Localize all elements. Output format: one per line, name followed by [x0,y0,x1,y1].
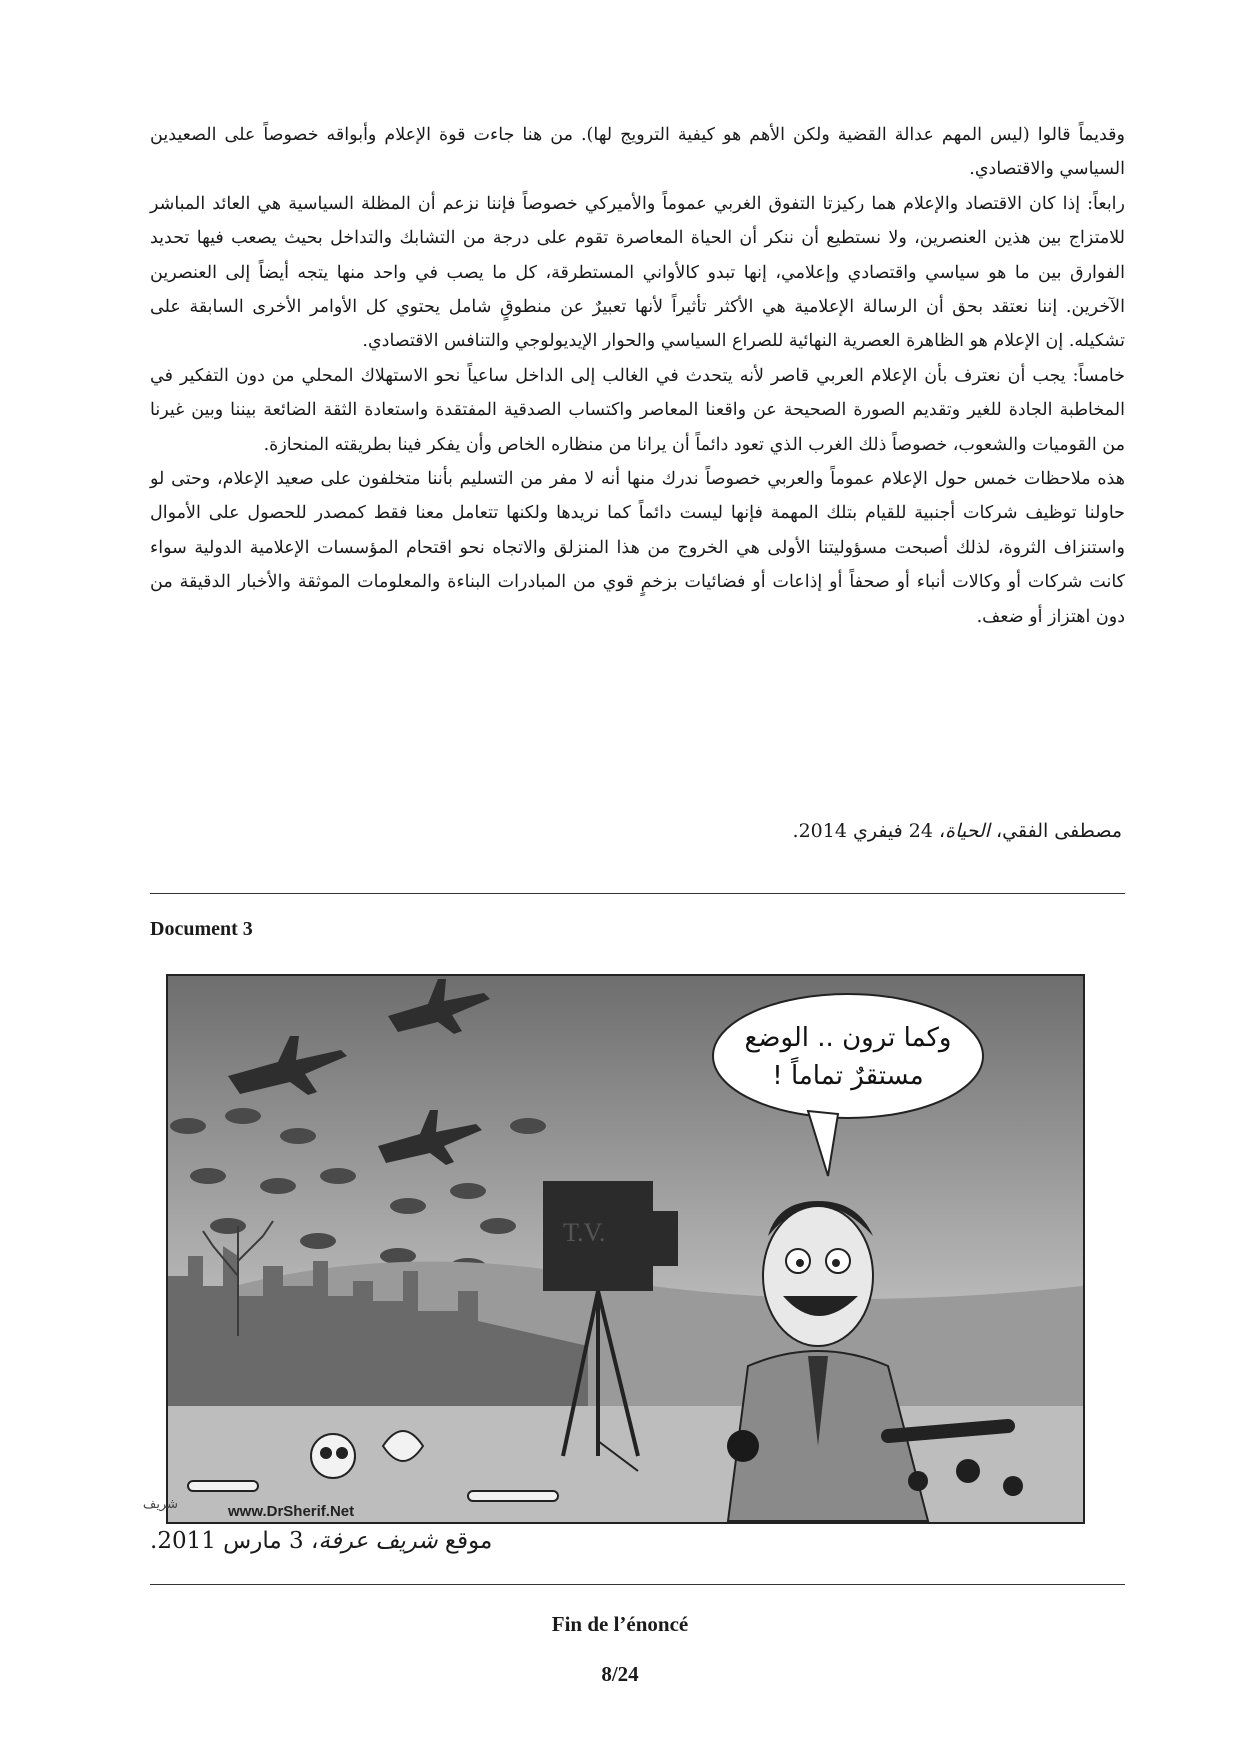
cartoon-caption [150,1528,492,1554]
document-label: Document 3 [150,918,253,940]
paragraph: رابعاً: إذا كان الاقتصاد والإعلام هما ركيزتا التفوق الغربي عموماً والأميركي خصوصاً فإننا نزعم أن المظلة السياسية هي العائد المباشر للامتزاج بين هذين العنصرين، ولا نستطيع أن ننكر أن الحياة المعاصرة تقوم على درجة من التشابك والتداخل بحيث يصعب فيها تحديد الفوارق بين ما هو سياسي واقتصادي وإعلامي، إنها تبدو كالأواني المستطرقة، كل ما يصب في واحد منها يتجه أيضاً إلى العنصرين الآخرين. إننا نعتقد بحق أن الرسالة الإعلامية هي الأكثر تأثيراً لأنها تعبيرٌ عن منطوقٍ شامل يحتوي كل الأوامر الأخرى السابقة على تشكيله. إن الإعلام هو الظاهرة العصرية النهائية للصراع السياسي والحوار الإيديولوجي والتنافس الاقتصادي. [150,193,1125,352]
camera-label: T.V. [563,1218,606,1247]
paragraph: هذه ملاحظات خمس حول الإعلام عموماً والعربي خصوصاً ندرك منها أنه لا مفر من التسليم بأننا متخلفون على صعيد الإعلام، وحتى لو حاولنا توظيف شركات أجنبية للقيام بتلك المهمة فإنها ليست دائماً كما نريدها ولكنها تتعامل معنا فقط كمصدر للحصول على الأموال واستنزاف الثروة، لذلك أصبحت مسؤوليتنا الأولى هي الخروج من هذا المنزلق والاتجاه نحو اقتحام المؤسسات الإعلامية الدولية سواء كانت شركات أو وكالات أنباء أو صحفاً أو إذاعات أو فضائيات بزخمٍ قوي من المبادرات البناءة والمعلومات الموثقة والأخبار الدقيقة من دون اهتزاز أو ضعف. [150,469,1125,627]
article-body [150,118,1125,634]
source-journal: الحياة [945,820,990,842]
source-author: مصطفى الفقي، [989,820,1122,842]
skull-icon [311,1434,355,1478]
speech-line-1: وكما ترون .. الوضع [744,1023,952,1053]
caption-site: شريف عرفة [318,1528,438,1554]
artist-signature: شريف [142,1497,178,1512]
cartoon-image [142,974,1085,1524]
caption-prefix: موقع [437,1528,493,1554]
paragraph: خامساً: يجب أن نعترف بأن الإعلام العربي قاصر لأنه يتحدث في الغالب إلى الداخل ساعياً نحو الاستهلاك المحلي من دون التفكير في المخاطبة الجادة للغير وتقديم الصورة الصحيحة عن واقعنا المعاصر واكتساب الصدقية المفتقدة واستعادة الثقة الضائعة بيننا وبين غيرنا من القوميات والشعوب، خصوصاً ذلك الغرب الذي تعود دائماً أن يرانا من منظاره الخاص وأن يفكر فينا بطريقته المنحازة. [150,365,1125,455]
article-source [793,820,1122,842]
caption-date: ، 3 مارس 2011. [150,1528,319,1554]
paragraph: وقديماً قالوا (ليس المهم عدالة القضية ولكن الأهم هو كيفية الترويج لها). من هنا جاءت قوة الإعلام وأبواقه خصوصاً على الصعيدين السياسي والاقتصادي. [150,125,1125,180]
speech-line-2: مستقرٌ تماماً ! [772,1061,924,1091]
section-divider [150,1584,1125,1585]
source-date: ، 24 فيفري 2014. [792,820,946,842]
section-divider [150,893,1125,894]
microphone-icon [727,1430,759,1462]
end-of-statement: Fin de l’énoncé [551,1612,689,1636]
page-number: 8/24 [601,1662,639,1686]
watermark: www.DrSherif.Net [228,1503,355,1520]
